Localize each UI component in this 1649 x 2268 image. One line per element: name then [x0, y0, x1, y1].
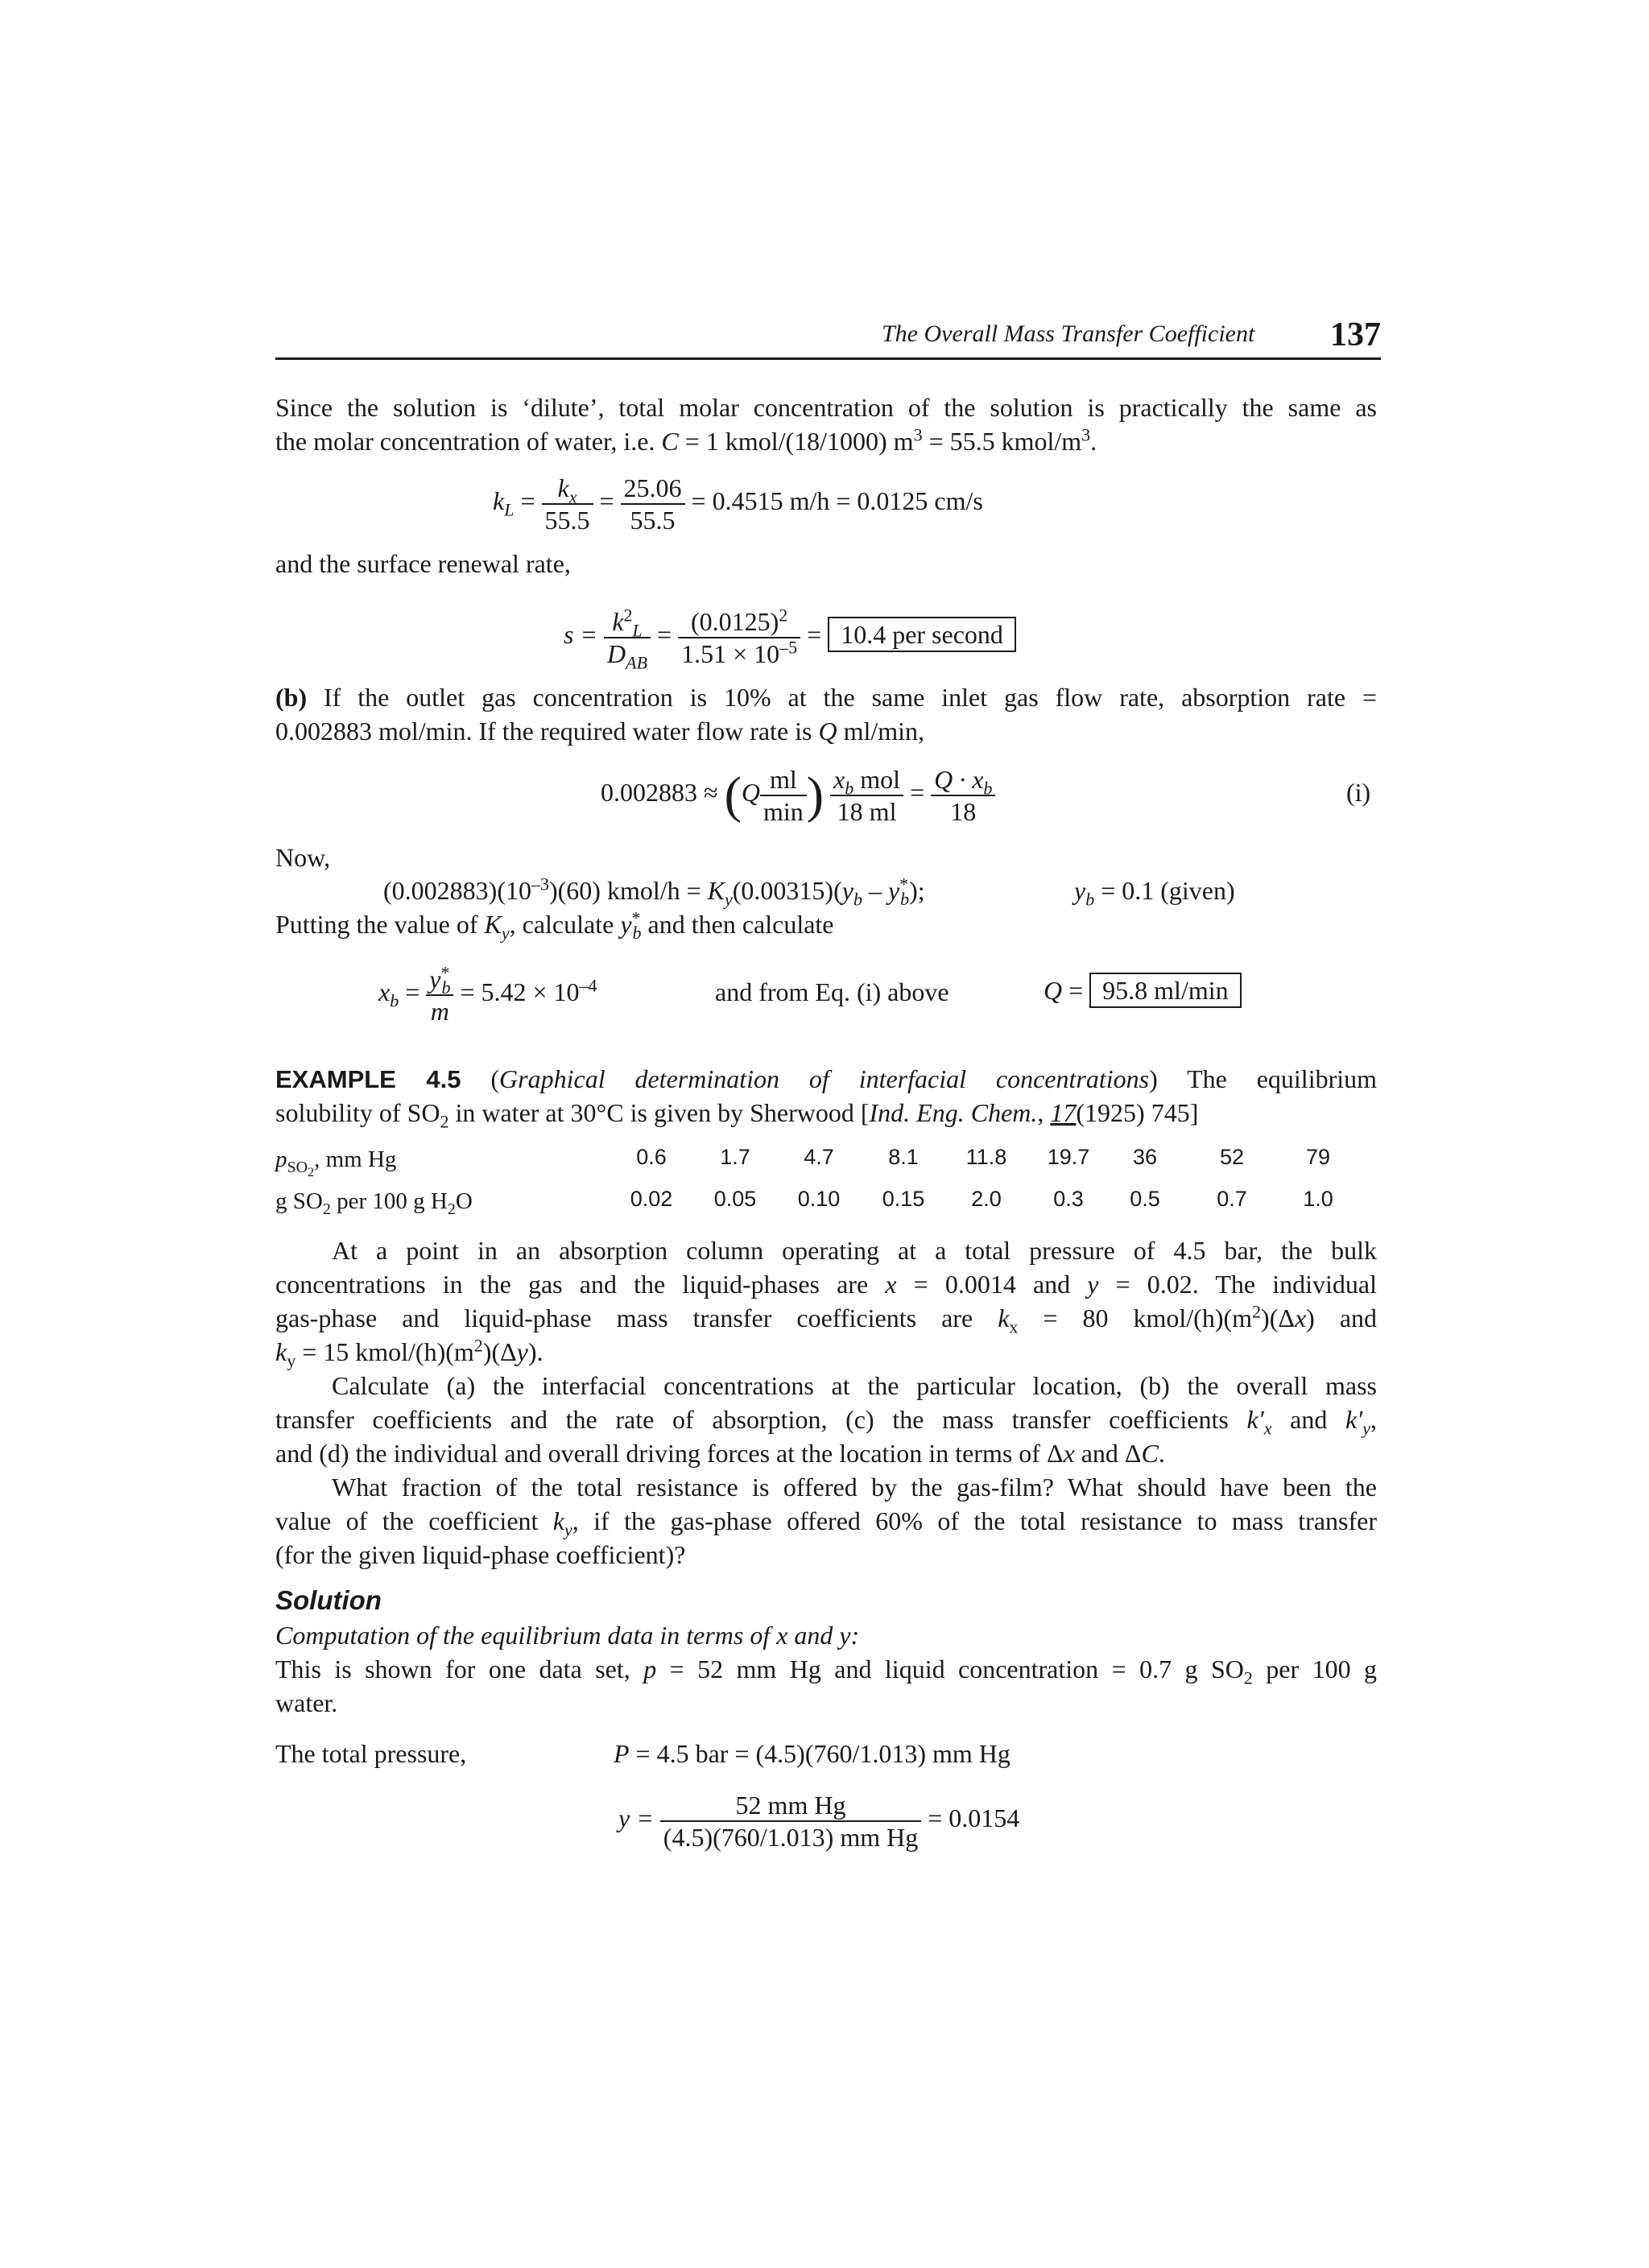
row-label-pressure: $p_{SO_2}$, mm Hg	[275, 1146, 397, 1179]
paragraph-line: transfer coefficients and the rate of absorption, (c) the mass transfer coefficients $k'_x$ and $k'_y$,	[275, 1405, 1378, 1439]
paragraph-line: Putting the value of $K_y$, calculate $y^*_b$ and then calculate	[275, 907, 834, 944]
header-rule	[275, 357, 1381, 360]
table-cell: 0.7	[1217, 1187, 1247, 1211]
paragraph-line: The total pressure,	[275, 1739, 467, 1768]
row-label-concentration: g $SO_2$ per 100 g $H_2O$	[275, 1188, 473, 1218]
table-cell: 11.8	[965, 1145, 1007, 1169]
table-cell: 1.7	[720, 1145, 750, 1169]
paragraph-line: and (d) the individual and overall driving forces at the location in terms of Δx and ΔC.	[275, 1439, 1165, 1468]
paragraph-line: 0.002883 mol/min. If the required water flow rate is Q ml/min,	[275, 717, 925, 746]
paragraph-line: At a point in an absorption column operating at a total pressure of 4.5 bar, the bulk	[332, 1236, 1377, 1265]
equation-pressure: P = 4.5 bar = (4.5)(760/1.013) mm Hg	[614, 1739, 1010, 1768]
page-number: 137	[1330, 316, 1381, 353]
paragraph-line: solubility of $SO_2$ in water at 30°C is given by Sherwood [Ind. Eng. Chem., 17(1925) 745]	[275, 1098, 1199, 1132]
table-cell: 8.1	[888, 1145, 919, 1169]
table-cell: 19.7	[1047, 1145, 1090, 1169]
equation-q: Q = 95.8 ml/min	[1044, 973, 1242, 1008]
equation-xb: $x_b$ = $\frac{y^*_b}{m}$ = $5.42 \times 10^{-4}$	[378, 962, 597, 1026]
paragraph-line: concentrations in the gas and the liquid-phases are x = 0.0014 and y = 0.02. The individual	[275, 1270, 1377, 1299]
running-header-title: The Overall Mass Transfer Coefficient	[882, 320, 1255, 347]
table-cell: 0.6	[636, 1145, 667, 1169]
paragraph-line: value of the coefficient $k_y$, if the gas-phase offered 60% of the total resistance to mass transfer	[275, 1506, 1378, 1540]
paragraph-line: $k_y = 15$ kmol/$(h)(m^2)(\Delta y)$.	[275, 1335, 543, 1371]
result-box: 95.8 ml/min	[1089, 973, 1241, 1008]
table-cell: 4.7	[804, 1145, 834, 1169]
table-cell: 0.10	[797, 1187, 841, 1211]
paragraph-line: the molar concentration of water, i.e. C = 1 kmol/(18/1000) $m^3 = 55.5$ kmol/$m^3$.	[275, 424, 1097, 456]
table-cell: 0.15	[882, 1187, 925, 1211]
paragraph-line: Now,	[275, 843, 331, 872]
table-cell: 0.05	[713, 1187, 757, 1211]
paragraph-line: This is shown for one data set, p = 52 mm Hg and liquid concentration = 0.7 g $SO_2$ per 100 g	[275, 1655, 1378, 1688]
paragraph-line: What fraction of the total resistance is offered by the gas-film? What should have been the	[332, 1473, 1377, 1502]
solution-heading: Solution	[275, 1585, 382, 1615]
table-cell: 1.0	[1303, 1187, 1333, 1211]
result-box: 10.4 per second	[828, 617, 1016, 652]
table-cell: 2.0	[971, 1187, 1002, 1211]
equation-y: y = $\frac{\text{52 mm Hg}}{\text{(4.5)(760/1.013) mm Hg}}$ = 0.0154	[618, 1790, 1020, 1852]
paragraph-line: and the surface renewal rate,	[275, 549, 571, 578]
table-cell: 79	[1305, 1145, 1331, 1169]
paragraph-line: (for the given liquid-phase coefficient)?	[275, 1540, 686, 1569]
table-cell: 0.5	[1130, 1187, 1160, 1211]
table-cell: 36	[1132, 1145, 1158, 1169]
paragraph-line: gas-phase and liquid-phase mass transfer coefficients are $k_x = 80$ kmol/$(h)(m^2)(\Delta x)$ and	[275, 1301, 1378, 1337]
solution-subheading: Computation of the equilibrium data in terms of x and y:	[275, 1621, 860, 1650]
table-cell: 0.3	[1053, 1187, 1084, 1211]
paragraph-line: Calculate (a) the interfacial concentrations at the particular location, (b) the overall mass	[332, 1371, 1377, 1400]
equation-kl: $k_L$ = $\frac{k_x}{55.5}$ = $\frac{25.06}{55.5}$ = 0.4515 m/h = 0.0125 cm/s	[493, 473, 983, 535]
equation-surface-renewal: s = $\frac{k^2_L}{D_{AB}}$ = $\frac{(0.0125)^2}{1.51 \times 10^{-5}}$ = 10.4 per second	[564, 602, 1016, 669]
example-heading: EXAMPLE 4.5 (Graphical determination of interfacial concentrations) The equilibrium	[275, 1064, 1378, 1093]
equation-i: 0.002883 ≈ (Q $\frac{ml}{\min}$ ) $\frac{x_b mol}{18 ml}$ = $\frac{Q \cdot x_b}{18}$	[601, 760, 995, 827]
equation-tag: (i)	[1346, 778, 1371, 807]
paragraph-line: water.	[275, 1688, 338, 1717]
table-cell: 0.02	[630, 1187, 673, 1211]
given-value: $y_b = 0.1$ (given)	[1074, 876, 1235, 910]
paragraph-line: Since the solution is ‘dilute’, total molar concentration of the solution is practically the same as	[275, 393, 1377, 422]
equation-now: $(0.002883)(10^{-3})(60)$ kmol/h = $K_y(0.00315)(y_b - y^*_b)$;	[383, 874, 925, 910]
table-cell: 52	[1219, 1145, 1245, 1169]
equation-text: and from Eq. (i) above	[715, 977, 949, 1006]
paragraph-line: (b) If the outlet gas concentration is 10% at the same inlet gas flow rate, absorption rate =	[275, 683, 1377, 712]
